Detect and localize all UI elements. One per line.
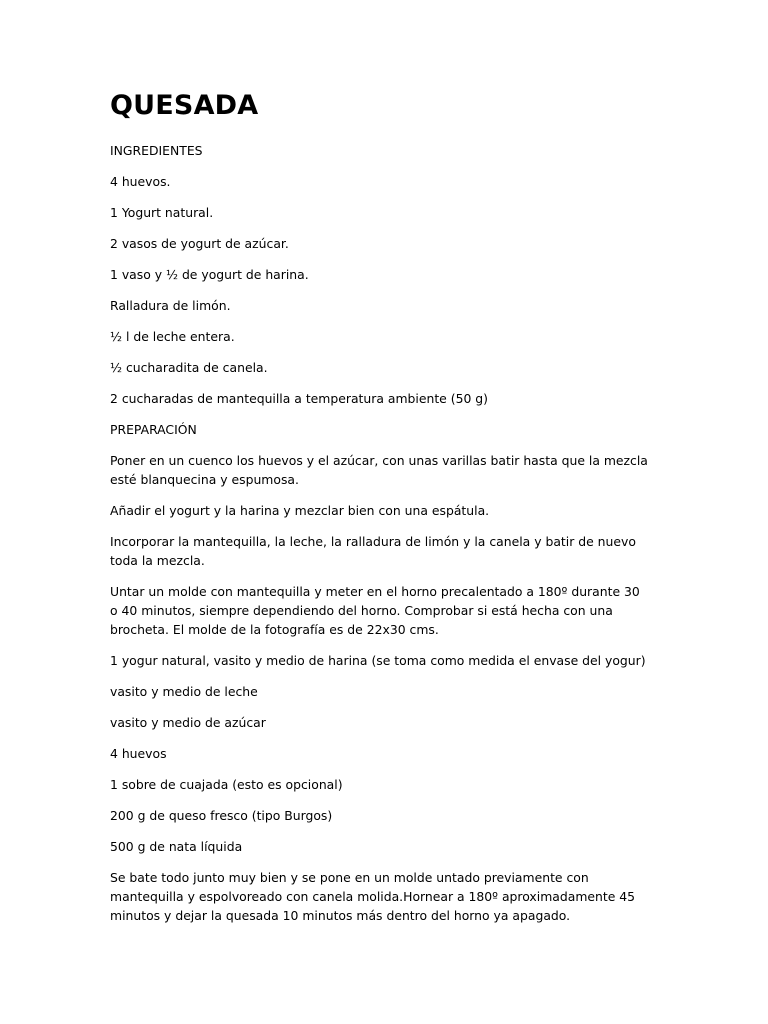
alt-ingredient-line: vasito y medio de azúcar — [110, 715, 266, 730]
alt-ingredient-line: 4 huevos — [110, 746, 167, 761]
document-title: QUESADA — [110, 90, 259, 121]
preparation-step: Añadir el yogurt y la harina y mezclar bien con una espátula. — [110, 503, 490, 518]
ingredient-line: ½ l de leche entera. — [110, 329, 235, 344]
section-heading-ingredients: INGREDIENTES — [110, 143, 203, 158]
alt-ingredient-line: 200 g de queso fresco (tipo Burgos) — [110, 808, 333, 823]
ingredient-line: 2 cucharadas de mantequilla a temperatura ambiente (50 g) — [110, 391, 488, 406]
section-heading-preparation: PREPARACIÓN — [110, 422, 197, 437]
alt-ingredient-line: 500 g de nata líquida — [110, 839, 243, 854]
ingredient-line: Ralladura de limón. — [110, 298, 231, 313]
preparation-step: Poner en un cuenco los huevos y el azúcar, con unas varillas batir hasta que la mezcla esté blanquecina y espumosa. — [110, 453, 648, 487]
alt-preparation-step: Se bate todo junto muy bien y se pone en un molde untado previamente con mantequilla y espolvoreado con canela molida.Hornear a 180º aproximadamente 45 minutos y dejar la quesada 10 minutos más dentro del horno ya apagado. — [110, 870, 636, 923]
alt-ingredient-line: 1 sobre de cuajada (esto es opcional) — [110, 777, 343, 792]
preparation-step: Untar un molde con mantequilla y meter en el horno precalentado a 180º durante 30 o 40 minutos, siempre dependiendo del horno. Comprobar si está hecha con una brocheta. El molde de la fotografía es de 22x30 cms. — [110, 584, 640, 637]
ingredient-line: ½ cucharadita de canela. — [110, 360, 268, 375]
ingredient-line: 1 Yogurt natural. — [110, 205, 214, 220]
alt-ingredient-line: vasito y medio de leche — [110, 684, 258, 699]
ingredient-line: 4 huevos. — [110, 174, 171, 189]
preparation-step: Incorporar la mantequilla, la leche, la ralladura de limón y la canela y batir de nuevo toda la mezcla. — [110, 534, 636, 568]
ingredient-line: 1 vaso y ½ de yogurt de harina. — [110, 267, 309, 282]
ingredient-line: 2 vasos de yogurt de azúcar. — [110, 236, 289, 251]
alt-ingredient-line: 1 yogur natural, vasito y medio de harina (se toma como medida el envase del yogur) — [110, 653, 646, 668]
document-body — [110, 86, 650, 937]
